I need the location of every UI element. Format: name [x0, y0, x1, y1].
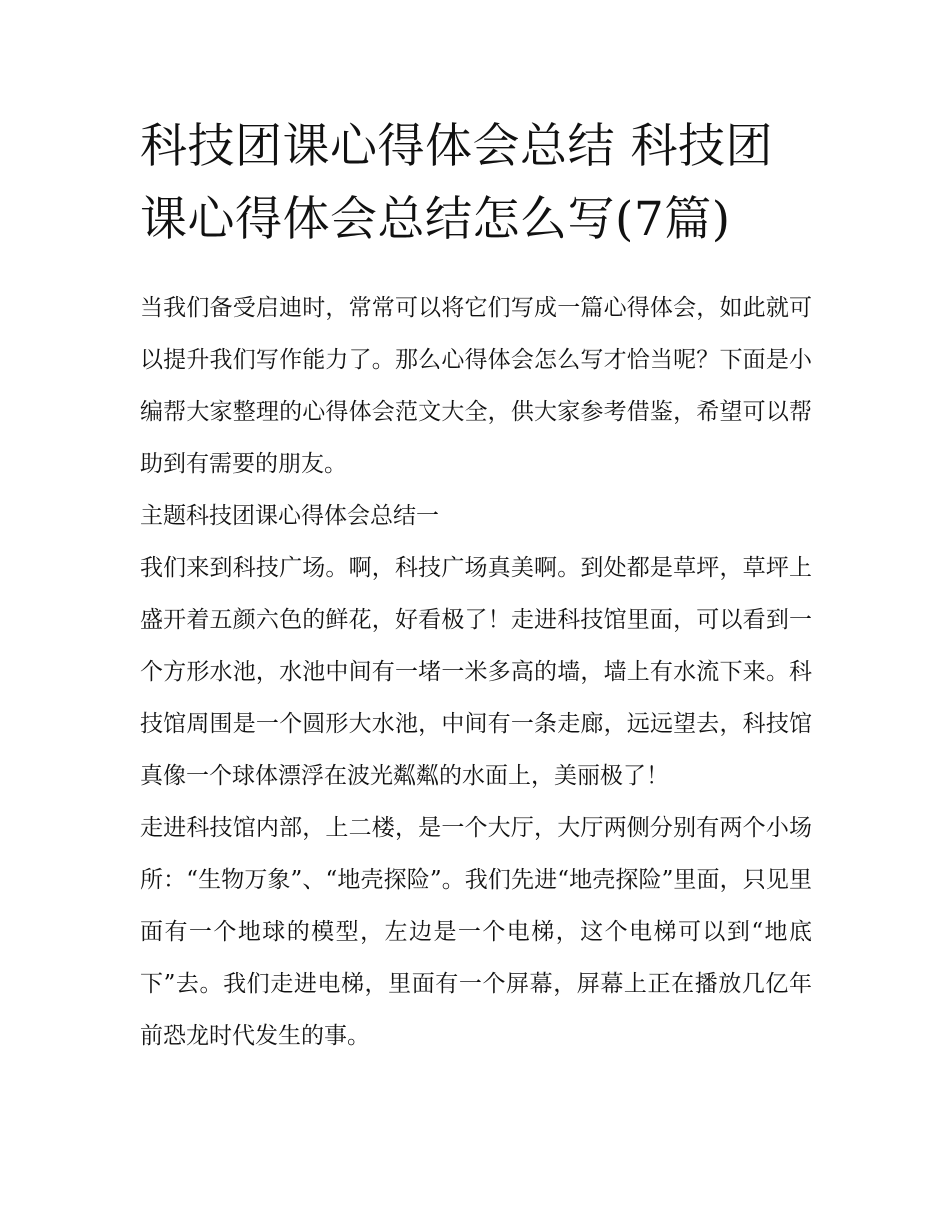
body-paragraph: 我们来到科技广场。啊，科技广场真美啊。到处都是草坪，草坪上盛开着五颜六色的鲜花，好看极了！走进科技馆里面，可以看到一个方形水池，水池中间有一堵一米多高的墙，墙上有水流下来。科技馆周围是一个圆形大水池，中间有一条走廊，远远望去，科技馆真像一个球体漂浮在波光粼粼的水面上，美丽极了！	[140, 555, 812, 789]
intro-paragraph: 当我们备受启迪时，常常可以将它们写成一篇心得体会，如此就可以提升我们写作能力了。那么心得体会怎么写才恰当呢？下面是小编帮大家整理的心得体会范文大全，供大家参考借鉴，希望可以帮助到有需要的朋友。	[140, 295, 812, 477]
document-title: 科技团课心得体会总结 科技团课心得体会总结怎么写(7篇)	[140, 119, 773, 247]
body-paragraph: 走进科技馆内部，上二楼，是一个大厅，大厅两侧分别有两个小场所：“生物万象”、“地壳探险”。我们先进“地壳探险”里面，只见里面有一个地球的模型，左边是一个电梯，这个电梯可以到“地底下”去。我们走进电梯，里面有一个屏幕，屏幕上正在播放几亿年前恐龙时代发生的事。	[140, 815, 812, 1049]
section-heading: 主题科技团课心得体会总结一	[140, 503, 439, 529]
document-body	[140, 110, 812, 1062]
